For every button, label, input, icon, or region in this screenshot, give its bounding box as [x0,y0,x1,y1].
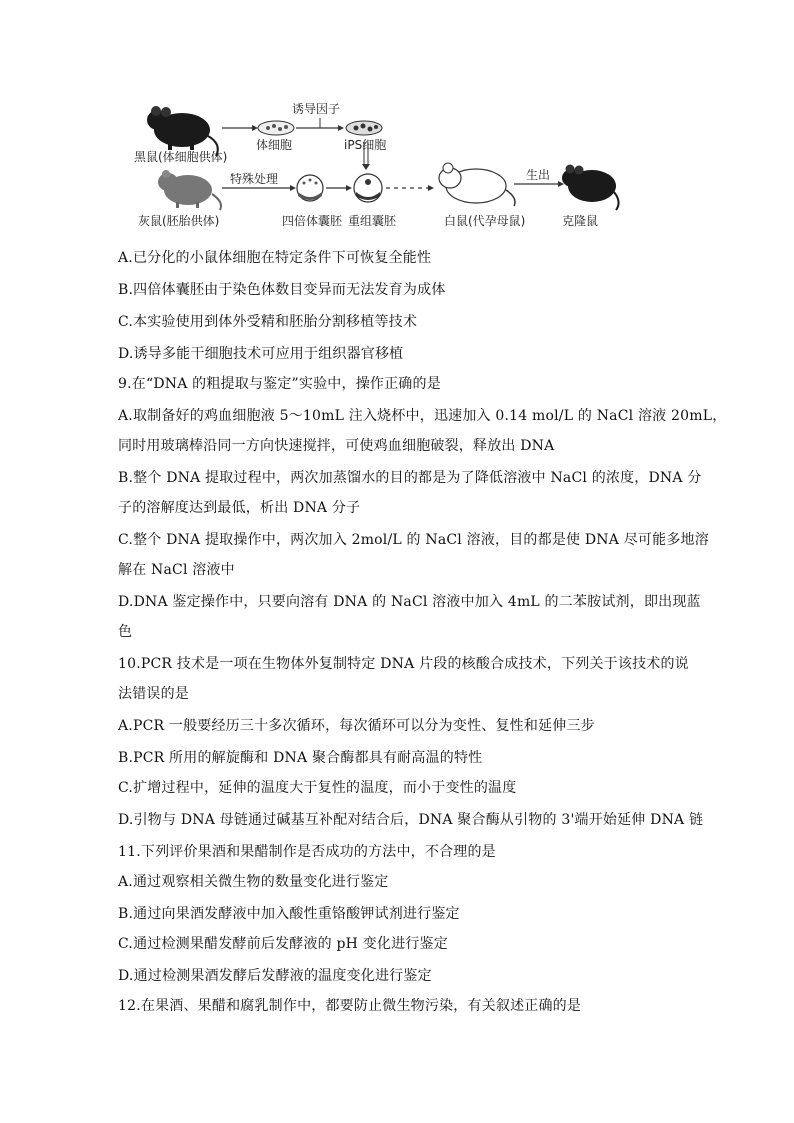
somatic-cell-label: 体细胞 [256,138,293,152]
black-mouse-icon [147,106,218,156]
clone-mouse-label: 克隆鼠 [562,214,599,228]
recombinant-label: 重组囊胚 [348,214,397,228]
q9-option-c-line2: 解在 NaCl 溶液中 [118,562,235,578]
q8-option-c: C.本实验使用到体外受精和胚胎分割移植等技术 [118,314,418,330]
white-mouse-icon [439,163,515,206]
q11-option-c: C.通过检测果醋发酵前后发酵液的 pH 变化进行鉴定 [118,936,448,952]
black-mouse-label: 黑鼠(体细胞供体) [134,150,228,164]
clone-mouse-diagram [130,98,620,238]
ips-cell-label: iPS细胞 [344,138,387,152]
q10-option-a: A.PCR 一般要经历三十多次循环，每次循环可以分为变性、复性和延伸三步 [118,718,595,734]
q11-option-d: D.通过检测果酒发酵后发酵液的温度变化进行鉴定 [118,968,432,984]
clone-mouse-icon [562,165,619,211]
q10-stem-line1: 10.PCR 技术是一项在生物体外复制特定 DNA 片段的核酸合成技术，下列关于该技术的说 [118,656,689,672]
induction-factor-label: 诱导因子 [292,102,341,116]
birth-label: 生出 [526,168,551,182]
gray-mouse-label: 灰鼠(胚胎供体) [138,214,220,228]
tetraploid-blastocyst-icon [297,175,323,201]
q9-option-c-line1: C.整个 DNA 提取操作中，两次加入 2mol/L 的 NaCl 溶液，目的都是使 DNA 尽可能多地溶 [118,532,709,548]
q10-option-d: D.引物与 DNA 母链通过碱基互补配对结合后，DNA 聚合酶从引物的 3'端开始延伸 DNA 链 [118,812,704,828]
q9-option-d-line1: D.DNA 鉴定操作中，只要向溶有 DNA 的 NaCl 溶液中加入 4mL 的二苯胺试剂，即出现蓝 [118,594,701,610]
q8-option-a: A.已分化的小鼠体细胞在特定条件下可恢复全能性 [118,250,432,266]
q10-option-b: B.PCR 所用的解旋酶和 DNA 聚合酶都具有耐高温的特性 [118,750,483,766]
ips-cell-dish-icon [346,121,382,135]
somatic-cell-dish-icon [258,121,294,135]
q9-option-a-line1: A.取制备好的鸡血细胞液 5～10mL 注入烧杯中，迅速加入 0.14 mol/L 的 NaCl 溶液 20mL， [118,408,727,424]
q12-stem: 12.在果酒、果醋和腐乳制作中，都要防止微生物污染，有关叙述正确的是 [118,998,582,1014]
q11-stem: 11.下列评价果酒和果醋制作是否成功的方法中，不合理的是 [118,844,496,860]
q11-option-b: B.通过向果酒发酵液中加入酸性重铬酸钾试剂进行鉴定 [118,906,460,922]
recombinant-blastocyst-icon [354,174,382,202]
special-treatment-label: 特殊处理 [230,172,279,186]
q9-option-d-line2: 色 [118,624,133,640]
gray-mouse-icon [158,170,221,210]
q8-option-d: D.诱导多能干细胞技术可应用于组织器官移植 [118,346,404,362]
tetraploid-label: 四倍体囊胚 [282,214,343,228]
q9-stem: 9.在“DNA 的粗提取与鉴定”实验中，操作正确的是 [118,376,441,392]
q8-option-b: B.四倍体囊胚由于染色体数目变异而无法发育为成体 [118,282,446,298]
q10-option-c: C.扩增过程中，延伸的温度大于复性的温度，而小于变性的温度 [118,780,517,796]
q10-stem-line2: 法错误的是 [118,686,189,702]
q9-option-b-line1: B.整个 DNA 提取过程中，两次加蒸馏水的目的都是为了降低溶液中 NaCl 的浓度，DNA 分 [118,470,702,486]
q11-option-a: A.通过观察相关微生物的数量变化进行鉴定 [118,874,389,890]
q9-option-a-line2: 同时用玻璃棒沿同一方向快速搅拌，可使鸡血细胞破裂，释放出 DNA [118,438,555,454]
white-mouse-label: 白鼠(代孕母鼠) [444,214,526,228]
q9-option-b-line2: 子的溶解度达到最低，析出 DNA 分子 [118,500,361,516]
